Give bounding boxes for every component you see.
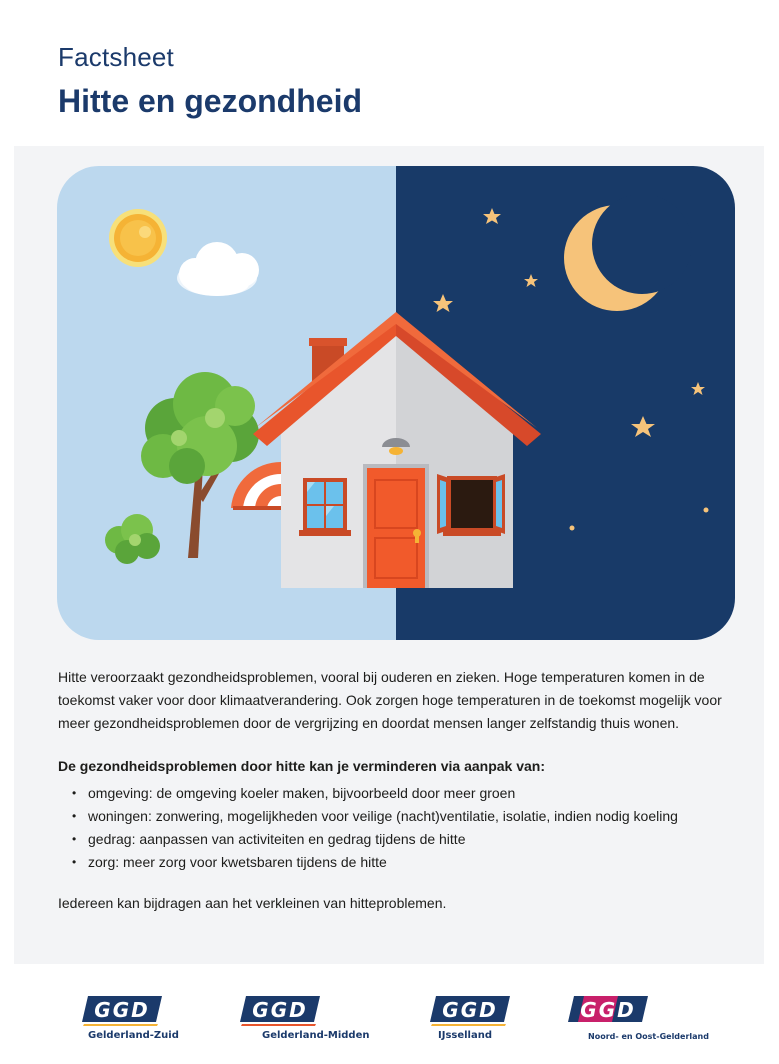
closing-paragraph: Iedereen kan bijdragen aan het verkleinen van hitteproblemen. xyxy=(58,895,447,911)
logo-mark-text: GGD xyxy=(442,998,498,1022)
ggd-gelderland-zuid-logo xyxy=(82,996,222,1046)
list-item: • gedrag: aanpassen van activiteiten en gedrag tijdens de hitte xyxy=(58,828,738,851)
logo-mark-text: GGD xyxy=(252,998,308,1022)
page-header xyxy=(58,42,362,120)
logo-region-label: Gelderland-Midden xyxy=(262,1030,370,1041)
ggd-logo-mark xyxy=(430,996,510,1026)
sun-icon xyxy=(109,209,167,267)
list-item: • omgeving: de omgeving koeler maken, bijvoorbeeld door meer groen xyxy=(58,782,738,805)
day-night-house-illustration xyxy=(57,166,735,640)
logo-region-label: Gelderland-Zuid xyxy=(88,1030,179,1041)
logo-region-label: Noord- en Oost-Gelderland xyxy=(588,1032,709,1041)
list-item: • zorg: meer zorg voor kwetsbaren tijdens de hitte xyxy=(58,851,738,874)
ggd-ijsselland-logo xyxy=(430,996,530,1046)
ggd-noord-oost-gelderland-logo xyxy=(568,996,718,1046)
intro-paragraph: Hitte veroorzaakt gezondheidsproblemen, vooral bij ouderen en zieken. Hoge temperaturen komen in de toekomst vaker voor door klimaatverandering. Ook zorgen hoge temperaturen in de toekomst mogelijk voor meer gezondheidsproblemen door de vergrijzing en doordat mensen langer zelfstandig thuis wonen. xyxy=(58,669,722,731)
document-kicker: Factsheet xyxy=(58,42,174,72)
logo-mark-text: GGD xyxy=(580,998,636,1022)
ggd-gelderland-midden-logo xyxy=(240,996,380,1046)
body-text xyxy=(58,666,738,935)
ggd-logo-mark xyxy=(82,996,162,1026)
logo-bar xyxy=(0,990,779,1050)
list-heading: De gezondheidsproblemen door hitte kan je verminderen via aanpak van: xyxy=(58,758,546,774)
logo-mark-text: GGD xyxy=(94,998,150,1022)
ggd-logo-mark xyxy=(240,996,320,1026)
logo-region-label: IJsselland xyxy=(438,1030,493,1041)
page-title: Hitte en gezondheid xyxy=(58,83,362,119)
content-panel xyxy=(14,146,764,964)
approach-list xyxy=(58,782,738,874)
list-item: • woningen: zonwering, mogelijkheden voor veilige (nacht)ventilatie, isolatie, indien nodig koeling xyxy=(58,805,738,828)
ggd-logo-mark xyxy=(568,996,648,1026)
